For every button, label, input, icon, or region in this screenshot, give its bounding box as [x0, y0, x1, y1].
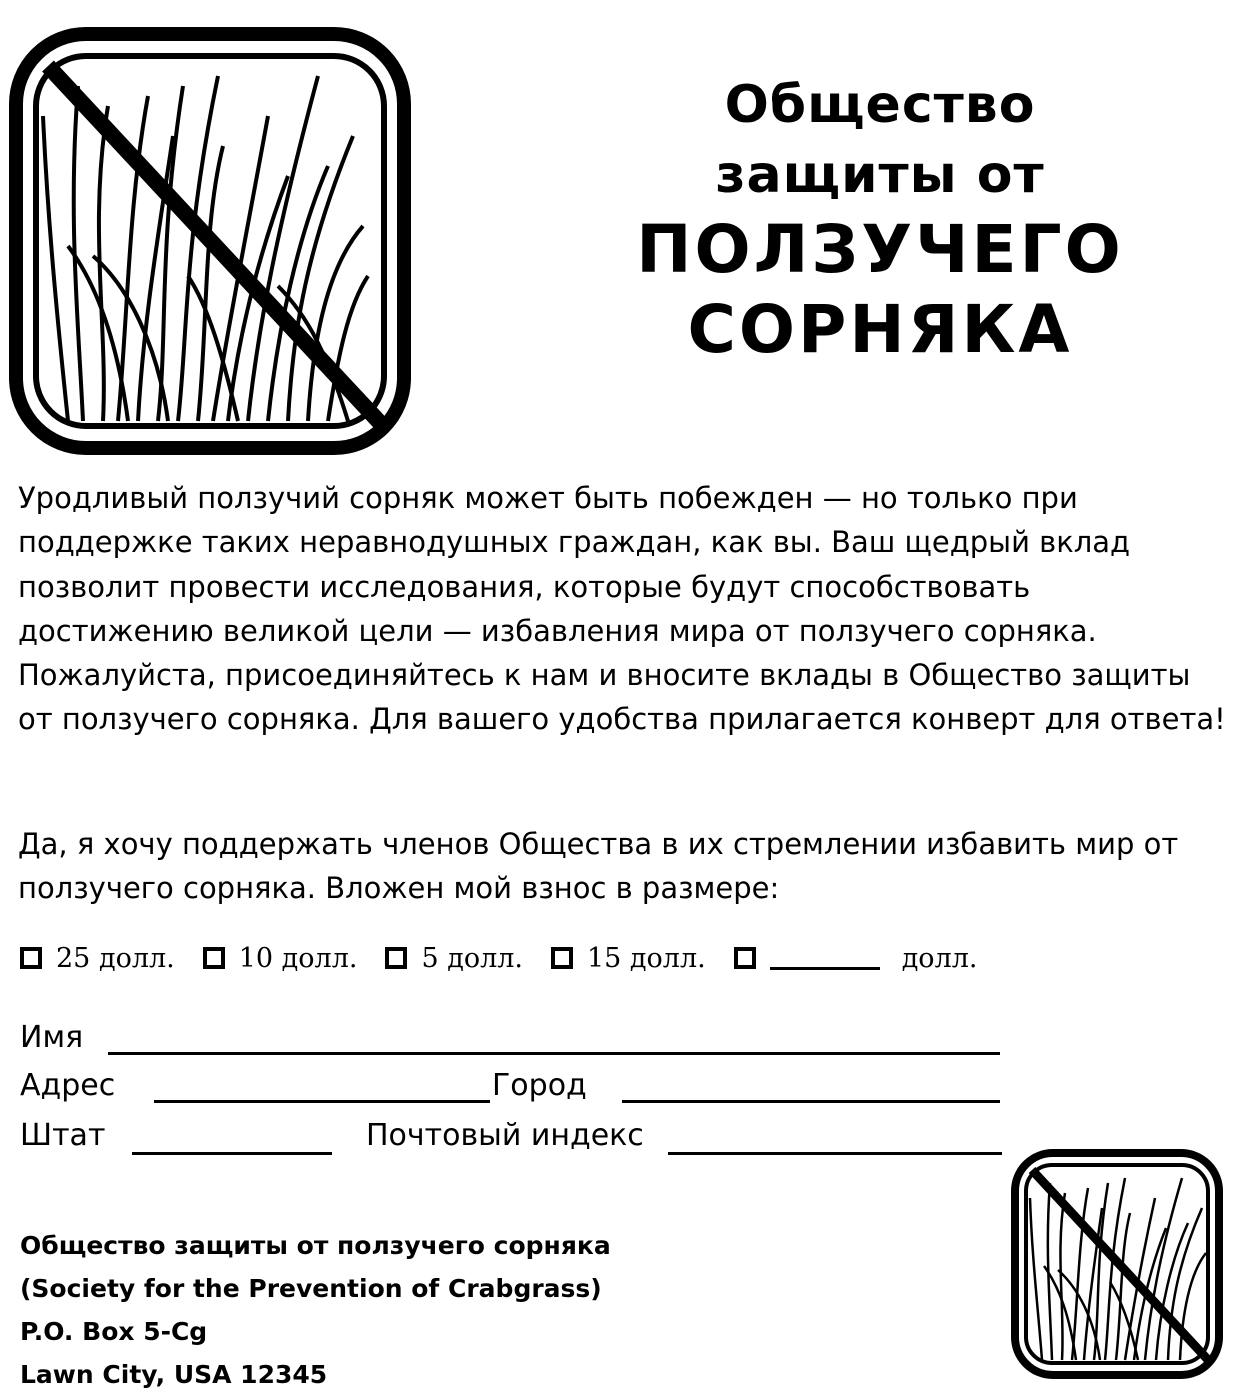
- state-label: Штат: [20, 1118, 106, 1153]
- donation-option-10[interactable]: [203, 943, 358, 974]
- name-row: [20, 1020, 1010, 1066]
- address-field[interactable]: [154, 1100, 490, 1103]
- name-field[interactable]: [108, 1052, 1000, 1055]
- other-amount-field[interactable]: [770, 947, 880, 970]
- address-line-4: Lawn City, USA 12345: [20, 1360, 328, 1389]
- address-label: Адрес: [20, 1068, 116, 1103]
- donation-other-unit: долл.: [901, 942, 978, 974]
- checkbox-icon[interactable]: [20, 947, 42, 969]
- state-field[interactable]: [132, 1152, 332, 1155]
- title-line-4: СОРНЯКА: [687, 291, 1073, 368]
- city-field[interactable]: [622, 1100, 1000, 1103]
- checkbox-icon[interactable]: [551, 947, 573, 969]
- no-crabgrass-small-logo-icon: [1010, 1148, 1224, 1380]
- address-row: [20, 1068, 1010, 1114]
- address-line-1: Общество защиты от ползучего сорняка: [20, 1231, 611, 1260]
- checkbox-icon[interactable]: [203, 947, 225, 969]
- zip-field[interactable]: [668, 1152, 1002, 1155]
- appeal-paragraph: Уродливый ползучий сорняк может быть побежден — но только при поддержке таких неравнодушных граждан, как вы. Ваш щедрый вклад позволит провести исследования, которые будут способствовать достижению великой цели — избавления мира от ползучего сорняка. Пожалуйста, присоединяйтесь к нам и вносите вклады в Общество защиты от ползучего сорняка. Для вашего удобства прилагается конверт для ответа!: [18, 481, 1226, 737]
- title-line-2: защиты от: [715, 145, 1045, 205]
- donation-option-25[interactable]: [20, 943, 175, 974]
- state-zip-row: [20, 1118, 1010, 1164]
- no-crabgrass-logo-icon: [8, 26, 412, 456]
- donation-options: [20, 938, 1230, 978]
- checkbox-icon[interactable]: [734, 947, 756, 969]
- address-line-3: P.O. Box 5-Cg: [20, 1317, 208, 1346]
- pledge-paragraph: Да, я хочу поддержать членов Общества в их стремлении избавить мир от ползучего сорняка. Вложен мой взнос в размере:: [18, 827, 1179, 906]
- title-line-1: Общество: [724, 75, 1036, 135]
- donation-option-5[interactable]: [385, 943, 523, 974]
- zip-label: Почтовый индекс: [366, 1118, 644, 1153]
- checkbox-icon[interactable]: [385, 947, 407, 969]
- donation-option-other[interactable]: [734, 943, 978, 974]
- address-line-2: (Society for the Prevention of Crabgrass): [20, 1274, 602, 1303]
- donation-option-label: 10 долл.: [238, 942, 358, 974]
- page-title: [560, 70, 1200, 370]
- mailing-address: [20, 1224, 611, 1396]
- name-label: Имя: [20, 1020, 84, 1055]
- title-line-3: ПОЛЗУЧЕГО: [636, 211, 1124, 288]
- city-label: Город: [492, 1068, 587, 1103]
- donation-option-label: 15 долл.: [586, 942, 706, 974]
- donation-option-label: 25 долл.: [56, 942, 175, 974]
- donation-option-label: 5 долл.: [421, 942, 523, 974]
- donation-option-15[interactable]: [551, 943, 706, 974]
